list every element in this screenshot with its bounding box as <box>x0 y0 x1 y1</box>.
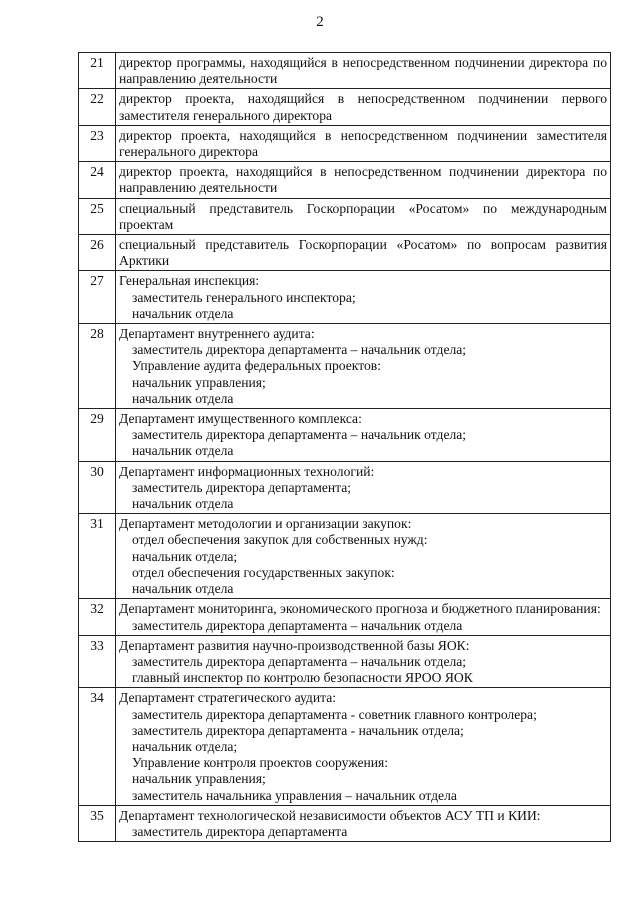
position-item: отдел обеспечения закупок для собственных нужд: <box>132 532 428 548</box>
position-item: заместитель начальника управления – начальник отдела <box>132 787 457 803</box>
position-title: Департамент имущественного комплекса: <box>119 411 362 427</box>
row-number: 25 <box>79 198 116 234</box>
row-content <box>116 635 611 688</box>
table-row <box>79 324 611 409</box>
row-content <box>116 198 611 234</box>
row-content <box>116 89 611 125</box>
position-item: заместитель директора департамента - советник главного контролера; <box>132 706 537 722</box>
row-content <box>116 162 611 198</box>
row-number: 23 <box>79 125 116 161</box>
row-content <box>116 514 611 599</box>
table-row <box>79 198 611 234</box>
row-content <box>116 125 611 161</box>
position-item: заместитель директора департамента – начальник отдела; <box>132 342 467 358</box>
position-title: Департамент развития научно-производственной базы ЯОК: <box>119 637 470 653</box>
table-row <box>79 688 611 805</box>
position-title: директор программы, находящийся в непосредственном подчинении директора по направлению деятельности <box>119 55 607 87</box>
row-number: 34 <box>79 688 116 805</box>
row-number: 31 <box>79 514 116 599</box>
table-row <box>79 635 611 688</box>
table-row <box>79 409 611 462</box>
table-row <box>79 235 611 271</box>
position-item: заместитель директора департамента; <box>132 479 352 495</box>
position-item: начальник отдела <box>132 390 234 406</box>
position-title: Департамент методологии и организации закупок: <box>119 516 412 532</box>
table-row <box>79 89 611 125</box>
table-row <box>79 461 611 514</box>
position-item: заместитель директора департамента - начальник отдела; <box>132 722 464 738</box>
table-row <box>79 271 611 324</box>
row-number: 21 <box>79 53 116 89</box>
row-content <box>116 805 611 841</box>
position-item: заместитель директора департамента <box>132 823 348 839</box>
position-title: Департамент стратегического аудита: <box>119 690 337 706</box>
position-item: заместитель генерального инспектора; <box>132 289 356 305</box>
table-row <box>79 125 611 161</box>
position-item: начальник отдела <box>132 305 234 321</box>
position-item: отдел обеспечения государственных закупок: <box>132 564 395 580</box>
position-item: заместитель директора департамента – начальник отдела; <box>132 427 467 443</box>
row-number: 28 <box>79 324 116 409</box>
position-title: директор проекта, находящийся в непосредственном подчинении заместителя генерального директора <box>119 127 607 160</box>
row-number: 33 <box>79 635 116 688</box>
position-item: Управление аудита федеральных проектов: <box>132 358 381 374</box>
table-row <box>79 53 611 89</box>
row-content <box>116 271 611 324</box>
row-content <box>116 324 611 409</box>
position-title: Генеральная инспекция: <box>119 273 260 289</box>
position-item: начальник управления; <box>132 771 266 787</box>
row-number: 35 <box>79 805 116 841</box>
position-item: начальник отдела <box>132 443 234 459</box>
page-number: 2 <box>316 14 324 30</box>
position-item: начальник управления; <box>132 374 266 390</box>
position-title: специальный представитель Госкорпорации «Росатом» по вопросам развития Арктики <box>119 237 607 269</box>
row-content <box>116 599 611 635</box>
row-content <box>116 461 611 514</box>
row-number: 26 <box>79 235 116 271</box>
position-title: директор проекта, находящийся в непосредственном подчинении директора по направлению деятельности <box>119 164 607 196</box>
position-title: специальный представитель Госкорпорации «Росатом» по международным проектам <box>119 200 607 232</box>
row-number: 22 <box>79 89 116 125</box>
position-title: директор проекта, находящийся в непосредственном подчинении первого заместителя генерального директора <box>119 91 607 123</box>
position-title: Департамент информационных технологий: <box>119 463 375 479</box>
table-row <box>79 162 611 198</box>
row-number: 27 <box>79 271 116 324</box>
position-item: начальник отдела <box>132 496 234 512</box>
position-item: начальник отдела <box>132 581 234 597</box>
row-number: 24 <box>79 162 116 198</box>
position-item: начальник отдела; <box>132 548 238 564</box>
row-content <box>116 235 611 271</box>
row-content <box>116 53 611 89</box>
positions-table <box>78 52 611 842</box>
position-title: Департамент внутреннего аудита: <box>119 326 315 342</box>
row-number: 32 <box>79 599 116 635</box>
row-number: 29 <box>79 409 116 462</box>
table-row <box>79 514 611 599</box>
table-row <box>79 805 611 841</box>
row-number: 30 <box>79 461 116 514</box>
row-content <box>116 409 611 462</box>
position-item: начальник отдела; <box>132 738 238 754</box>
row-content <box>116 688 611 805</box>
position-item: главный инспектор по контролю безопасности ЯРОО ЯОК <box>132 670 473 686</box>
position-title: Департамент технологической независимости объектов АСУ ТП и КИИ: <box>119 807 541 823</box>
table-row <box>79 599 611 635</box>
position-item: Управление контроля проектов сооружения: <box>132 755 389 771</box>
position-item: заместитель директора департамента – начальник отдела; <box>132 653 467 669</box>
position-title: Департамент мониторинга, экономического прогноза и бюджетного планирования: <box>119 601 601 617</box>
position-item: заместитель директора департамента – начальник отдела <box>132 617 463 633</box>
